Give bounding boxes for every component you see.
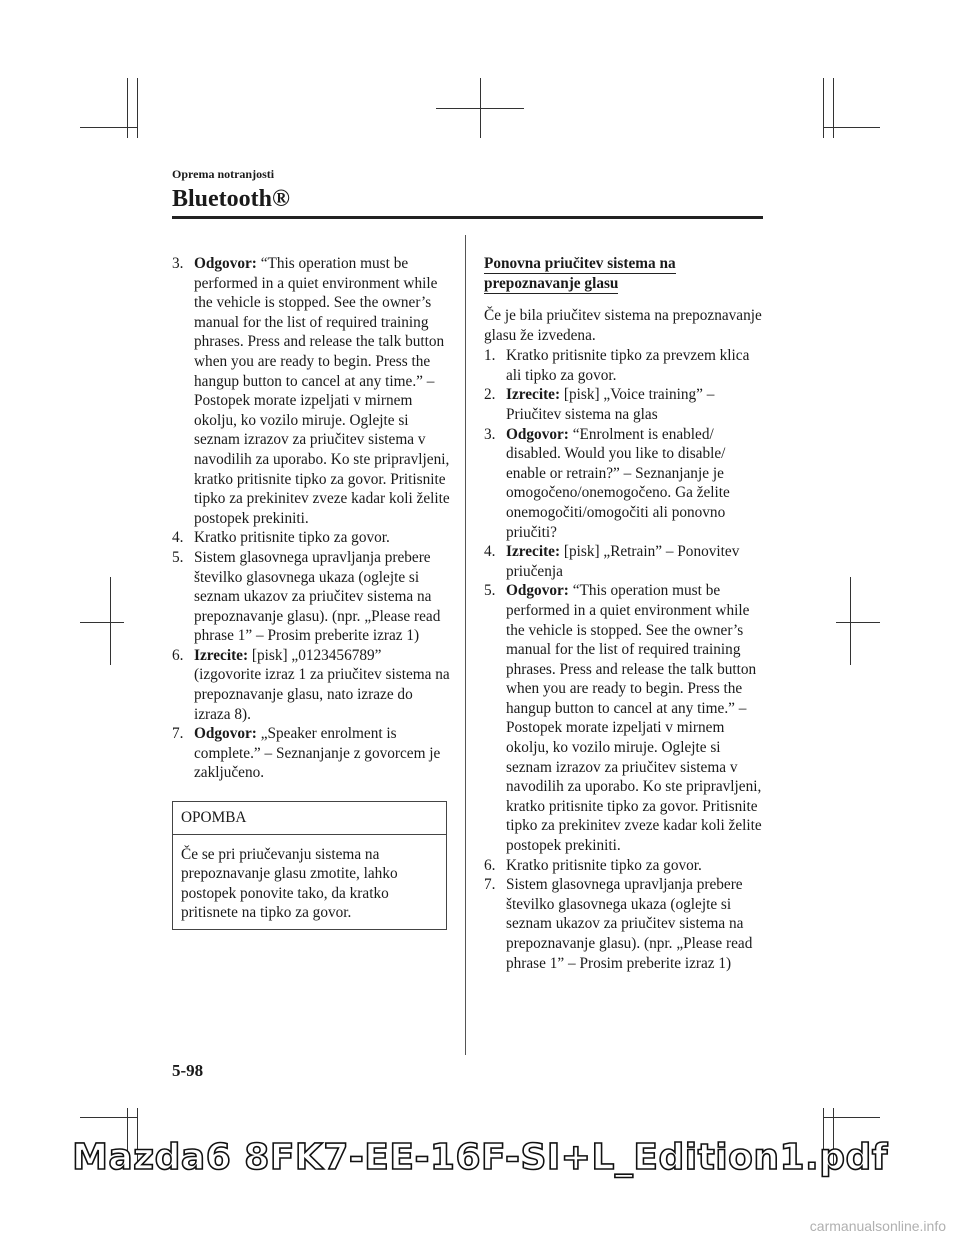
- item-keyword: Odgovor:: [194, 725, 257, 743]
- section-label: Oprema notranjosti: [172, 167, 275, 181]
- item-text: [pisk] „Voice training” – Priučitev sistema na glas: [506, 386, 715, 423]
- crop-mark: [823, 127, 880, 128]
- column-divider: [465, 235, 466, 1055]
- item-number: 4.: [484, 543, 496, 561]
- crop-mark: [480, 78, 481, 138]
- right-column: [484, 254, 766, 973]
- item-keyword: Izrecite:: [194, 646, 249, 664]
- item-text: “This operation must be performed in a quiet environment while the vehicle is stopped. See the owner’s manual for the list of required training phrases. Press and release the talk button when you are ready to begin. Press the hangup button to cancel at any time.” – Postopek morate izpeljati v mirnem okolju, ko vozilo miruje. Oglejte si seznam izrazov za priučitev sistema v navodilih za uporabo. Ko ste pripravljeni, kratko pritisnite tipko za govor. Pritisnite tipko za prekinitev zveze kadar koli želite postopek prekiniti.: [506, 582, 762, 855]
- crop-mark: [127, 78, 128, 138]
- item-keyword: Odgovor:: [506, 582, 569, 600]
- list-item: [172, 724, 450, 783]
- list-item: [484, 425, 766, 543]
- item-text: Sistem glasovnega upravljanja prebere številko glasovnega ukaza (oglejte si seznam ukazov za priučitev sistema na prepoznavanje glasu). (npr. „Please read phrase 1” – Prosim preberite izraz 1): [194, 548, 441, 645]
- list-item: [484, 346, 766, 385]
- item-keyword: Izrecite:: [506, 386, 561, 404]
- list-item: [172, 254, 450, 528]
- crop-mark: [850, 577, 851, 665]
- crop-mark: [823, 78, 824, 138]
- watermark: carmanualsonline.info: [809, 1218, 946, 1234]
- item-number: 7.: [172, 725, 184, 743]
- crop-mark: [836, 622, 880, 623]
- item-number: 1.: [484, 347, 496, 365]
- item-keyword: Odgovor:: [194, 255, 257, 272]
- crop-mark: [833, 78, 834, 138]
- page-number: 5-98: [172, 1061, 204, 1080]
- item-number: 5.: [172, 548, 184, 566]
- header-rule: [172, 216, 763, 219]
- item-text: Kratko pritisnite tipko za prevzem klica ali tipko za govor.: [506, 347, 750, 384]
- list-item: [484, 581, 766, 855]
- intro-paragraph: Če je bila priučitev sistema na prepoznavanje glasu že izvedena.: [484, 307, 762, 344]
- subsection-heading-line: prepoznavanje glasu: [484, 275, 619, 292]
- item-number: 2.: [484, 386, 496, 404]
- item-number: 3.: [484, 425, 496, 443]
- item-number: 6.: [484, 856, 496, 874]
- note-body: Če se pri priučevanju sistema na prepoznavanje glasu zmotite, lahko postopek ponovite tako, da kratko pritisnete na tipko za govor.: [181, 845, 398, 922]
- list-item: [484, 875, 766, 973]
- item-text: Sistem glasovnega upravljanja prebere številko glasovnega ukaza (oglejte si seznam ukazov za priučitev sistema na prepoznavanje glasu). (npr. „Please read phrase 1” – Prosim preberite izraz 1): [506, 876, 753, 972]
- list-item: [172, 548, 450, 646]
- list-item: [484, 385, 766, 424]
- item-text: “Enrolment is enabled/ disabled. Would you like to disable/ enable or retrain?” – Seznanjanje je omogočeno/onemogočeno. Ga želite onemogočiti/omogočiti ali ponovno priučiti?: [506, 425, 730, 541]
- subsection-heading: [484, 254, 766, 294]
- item-text: “This operation must be performed in a quiet environment while the vehicle is stopped. See the owner’s manual for the list of required training phrases. Press and release the talk button when you are ready to begin. Press the hangup button to cancel at any time.” – Postopek morate izpeljati v mirnem okolju, ko vozilo miruje. Oglejte si seznam izrazov za priučitev sistema v navodilih za uporabo. Ko ste pripravljeni, kratko pritisnite tipko za govor. Pritisnite tipko za prekinitev zveze kadar koli želite postopek prekiniti.: [194, 255, 450, 527]
- crop-mark: [137, 78, 138, 138]
- item-number: 6.: [172, 646, 184, 664]
- document-filename: Mazda6 8FK7-EE-16F-SI+L_Edition1.pdf: [72, 1137, 888, 1178]
- crop-mark: [80, 622, 124, 623]
- item-text: „Speaker enrolment is complete.” – Seznanjanje z govorcem je zaključeno.: [194, 725, 441, 782]
- list-item: [484, 856, 766, 876]
- crop-mark: [80, 127, 137, 128]
- item-number: 3.: [172, 255, 184, 272]
- page-title: Bluetooth®: [172, 186, 290, 212]
- item-text: Kratko pritisnite tipko za govor.: [194, 529, 390, 547]
- subsection-heading-line: Ponovna priučitev sistema na: [484, 255, 676, 272]
- crop-mark: [80, 1117, 137, 1118]
- crop-mark: [110, 577, 111, 665]
- list-item: [172, 646, 450, 724]
- note-box: [172, 801, 447, 930]
- note-heading: OPOMBA: [173, 802, 446, 835]
- list-item: [172, 528, 450, 548]
- item-number: 5.: [484, 582, 496, 600]
- item-text: [pisk] „0123456789” (izgovorite izraz 1 za priučitev sistema na prepoznavanje glasu, nato izraze do izraza 8).: [194, 646, 450, 723]
- item-text: [pisk] „Retrain” – Ponovitev priučenja: [506, 543, 740, 580]
- item-number: 4.: [172, 529, 184, 547]
- item-keyword: Odgovor:: [506, 425, 569, 443]
- left-column: [172, 254, 450, 930]
- item-keyword: Izrecite:: [506, 543, 561, 561]
- list-item: [484, 542, 766, 581]
- item-number: 7.: [484, 876, 496, 894]
- item-text: Kratko pritisnite tipko za govor.: [506, 856, 702, 874]
- crop-mark: [823, 1117, 880, 1118]
